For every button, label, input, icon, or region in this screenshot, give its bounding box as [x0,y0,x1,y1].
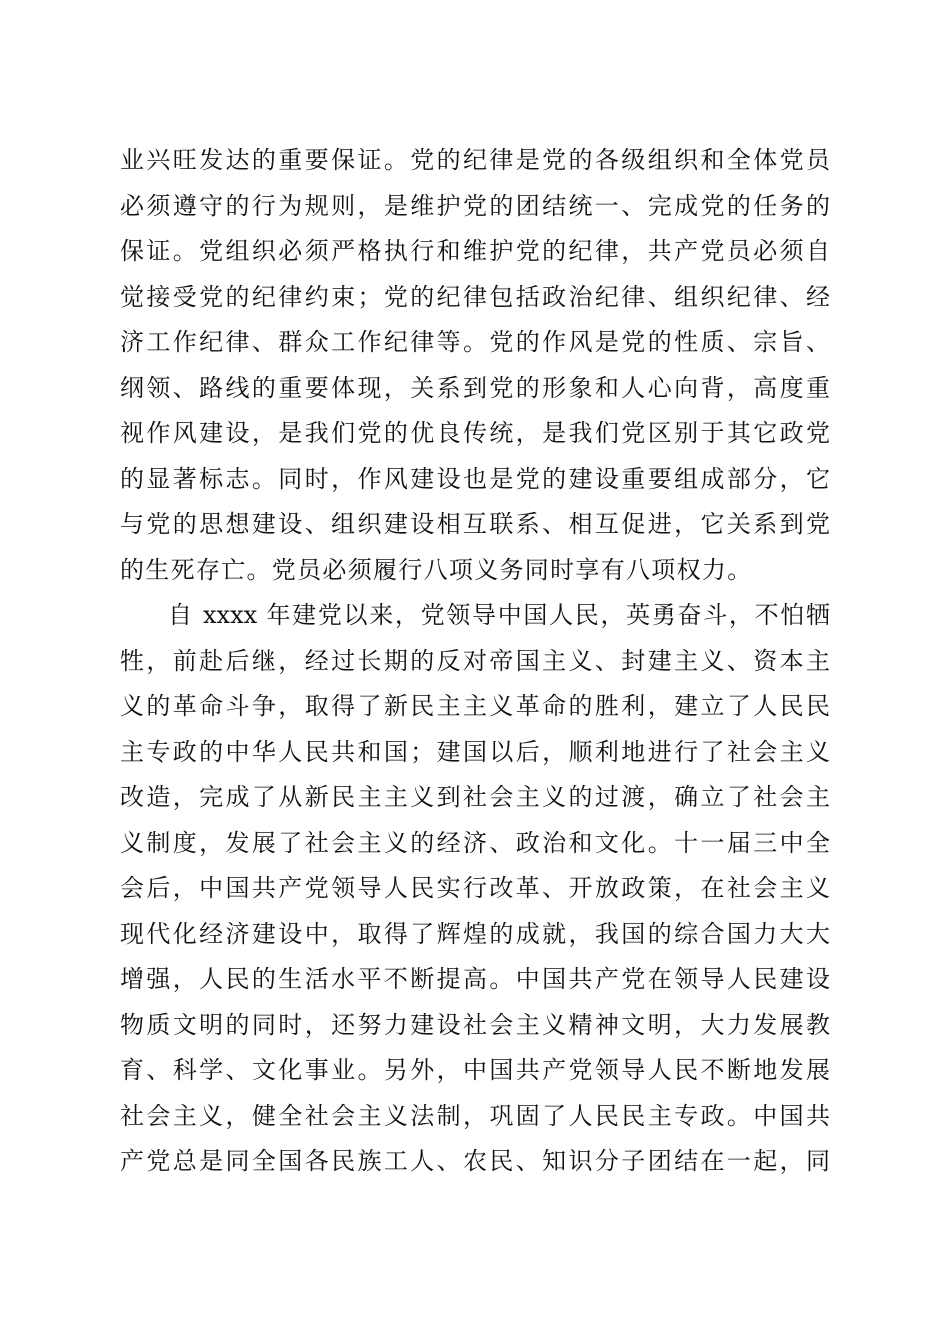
document-body [120,138,830,1185]
text-line: 增强，人民的生活水平不断提高。中国共产党在领导人民建设 [120,965,830,993]
text-line: 的显著标志。同时，作风建设也是党的建设重要组成部分，它 [120,464,830,493]
text-line: 育、科学、文化事业。另外，中国共产党领导人民不断地发展 [120,1056,830,1084]
text-line: 牲，前赴后继，经过长期的反对帝国主义、封建主义、资本主 [120,646,830,675]
text-line: 必须遵守的行为规则，是维护党的团结统一、完成党的任务的 [120,191,830,220]
text-line: 义的革命斗争，取得了新民主主义革命的胜利，建立了人民民 [120,692,830,720]
text-line: 改造，完成了从新民主主义到社会主义的过渡，确立了社会主 [120,783,830,811]
text-line: 物质文明的同时，还努力建设社会主义精神文明，大力发展教 [120,1010,830,1039]
text-line: 纲领、路线的重要体现，关系到党的形象和人心向背，高度重 [120,373,830,402]
text-line: 的生死存亡。党员必须履行八项义务同时享有八项权力。 [120,555,753,584]
text-line: 视作风建设，是我们党的优良传统，是我们党区别于其它政党 [120,419,830,447]
text-line: 与党的思想建设、组织建设相互联系、相互促进，它关系到党 [120,510,830,538]
text-line: 业兴旺发达的重要保证。党的纪律是党的各级组织和全体党员 [120,146,830,174]
text-line: 社会主义，健全社会主义法制，巩固了人民民主专政。中国共 [120,1101,830,1130]
text-line: 自 xxxx 年建党以来，党领导中国人民，英勇奋斗，不怕牺 [168,601,830,629]
text-line: 济工作纪律、群众工作纪律等。党的作风是党的性质、宗旨、 [120,328,830,356]
paragraph [120,593,830,1185]
text-line: 会后，中国共产党领导人民实行改革、开放政策，在社会主义 [120,874,830,902]
text-line: 义制度，发展了社会主义的经济、政治和文化。十一届三中全 [120,828,830,857]
paragraph [120,138,830,593]
text-line: 觉接受党的纪律约束；党的纪律包括政治纪律、组织纪律、经 [120,282,830,311]
text-line: 现代化经济建设中，取得了辉煌的成就，我国的综合国力大大 [120,919,830,948]
text-line: 保证。党组织必须严格执行和维护党的纪律，共产党员必须自 [120,237,830,265]
text-line: 主专政的中华人民共和国；建国以后，顺利地进行了社会主义 [120,737,830,766]
text-line: 产党总是同全国各民族工人、农民、知识分子团结在一起，同 [120,1147,830,1175]
